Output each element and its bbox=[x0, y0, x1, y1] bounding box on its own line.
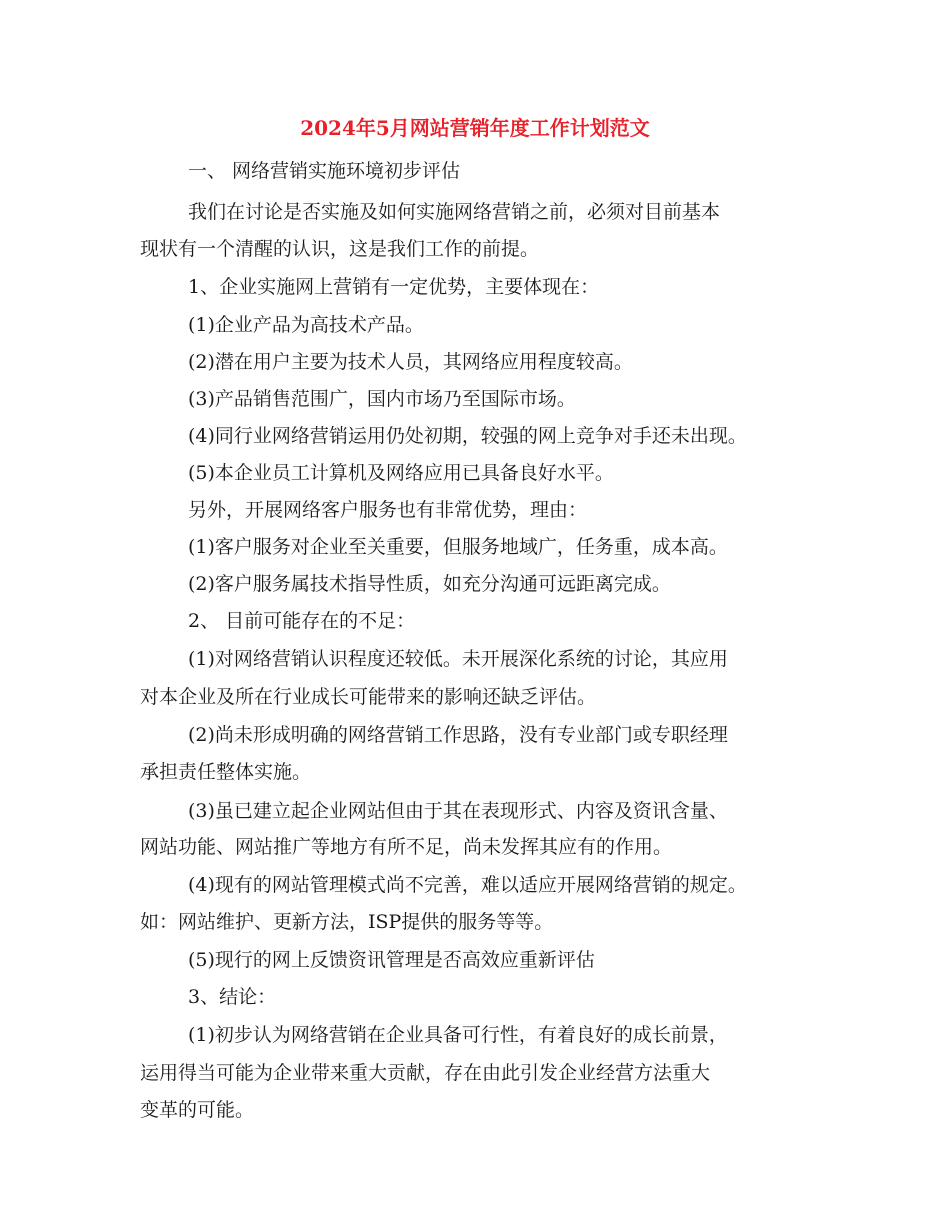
list-item-continuation: 变革的可能。 bbox=[140, 1099, 255, 1121]
subheading-1: 1、企业实施网上营销有一定优势，主要体现在： bbox=[188, 276, 600, 298]
list-item-continuation: 承担责任整体实施。 bbox=[140, 761, 312, 783]
list-item: (1)企业产品为高技术产品。 bbox=[188, 314, 424, 336]
list-item: (4)同行业网络营销运用仍处初期，较强的网上竞争对手还未出现。 bbox=[188, 425, 747, 447]
list-item-continuation: 对本企业及所在行业成长可能带来的影响还缺乏评估。 bbox=[140, 686, 597, 708]
subheading-2: 2、 目前可能存在的不足： bbox=[188, 610, 416, 632]
list-item: (4)现有的网站管理模式尚不完善，难以适应开展网络营销的规定。 bbox=[188, 874, 747, 896]
list-item: (5)本企业员工计算机及网络应用已具备良好水平。 bbox=[188, 462, 614, 484]
paragraph-line: 另外，开展网络客户服务也有非常优势，理由： bbox=[188, 499, 588, 521]
list-item: (5)现行的网上反馈资讯管理是否高效应重新评估 bbox=[188, 949, 595, 971]
section-heading-1: 一、 网络营销实施环境初步评估 bbox=[188, 160, 461, 182]
document-title: 2024年5月网站营销年度工作计划范文 bbox=[300, 116, 650, 140]
list-item: (2)尚未形成明确的网络营销工作思路，没有专业部门或专职经理 bbox=[188, 724, 728, 746]
paragraph-line: 现状有一个清醒的认识，这是我们工作的前提。 bbox=[140, 238, 540, 260]
list-item-continuation: 网站功能、网站推广等地方有所不足，尚未发挥其应有的作用。 bbox=[140, 836, 673, 858]
subheading-3: 3、结论： bbox=[188, 986, 277, 1008]
list-item-continuation: 运用得当可能为企业带来重大贡献，存在由此引发企业经营方法重大 bbox=[140, 1062, 711, 1084]
list-item: (1)客户服务对企业至关重要，但服务地域广，任务重，成本高。 bbox=[188, 536, 728, 558]
list-item: (1)对网络营销认识程度还较低。未开展深化系统的讨论，其应用 bbox=[188, 648, 728, 670]
paragraph-line: 我们在讨论是否实施及如何实施网络营销之前，必须对目前基本 bbox=[188, 201, 721, 223]
list-item: (3)虽已建立起企业网站但由于其在表现形式、内容及资讯含量、 bbox=[188, 800, 728, 822]
list-item: (3)产品销售范围广，国内市场乃至国际市场。 bbox=[188, 388, 576, 410]
list-item: (2)潜在用户主要为技术人员，其网络应用程度较高。 bbox=[188, 351, 633, 373]
list-item-continuation: 如：网站维护、更新方法，ISP提供的服务等等。 bbox=[140, 911, 554, 933]
list-item: (1)初步认为网络营销在企业具备可行性，有着良好的成长前景， bbox=[188, 1024, 728, 1046]
list-item: (2)客户服务属技术指导性质，如充分沟通可远距离完成。 bbox=[188, 573, 671, 595]
